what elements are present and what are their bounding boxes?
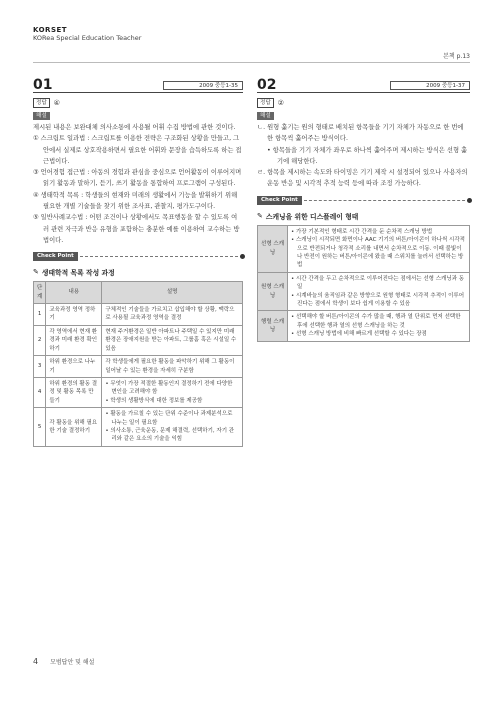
type-cell: 원형 스캐닝 bbox=[258, 272, 288, 311]
brand-title: KORSET bbox=[33, 26, 68, 34]
explanation-item: ③ 언어경험 접근법 : 아동의 경험과 관심을 중심으로 언어활동이 이루어지며 읽기 활동과 말하기, 듣기, 쓰기 활동을 통합하여 프로그램이 구성된다. bbox=[33, 169, 242, 188]
table-row bbox=[34, 408, 243, 447]
desc-cell bbox=[288, 311, 470, 341]
table-row bbox=[258, 311, 470, 341]
question-header bbox=[257, 76, 470, 93]
explanation-item: ⑤ 일반사례교수법 : 어떤 조건이나 상황에서도 목표행동을 할 수 있도록 여러 관련 자극과 반응 유형을 포함하는 충분한 예를 이용하여 교수하는 방법이다. bbox=[33, 214, 240, 244]
answer-label: 정답 bbox=[257, 98, 274, 108]
column-header: 설명 bbox=[102, 282, 243, 304]
table-row bbox=[258, 225, 470, 272]
content-cell: 각 활동을 위해 필요한 기술 결정하기 bbox=[46, 408, 102, 447]
desc-bullet: • 선택해야 할 버튼/아이콘의 수가 많을 때, 행과 열 단위로 먼저 선택한 후에 선택한 행과 열의 선형 스캐닝을 하는 것 bbox=[291, 314, 461, 329]
check-point bbox=[33, 252, 243, 261]
pencil-icon: ✎ bbox=[33, 268, 39, 277]
desc-cell: 현재 주거환경은 일반 아파트나 주택일 수 있지만 미래 환경은 장애지원을 받는 아파트, 그룹홈 혹은 시설일 수 있음 bbox=[102, 325, 243, 355]
answer-label: 정답 bbox=[33, 98, 50, 108]
answer-line bbox=[33, 98, 243, 108]
question-number: 02 bbox=[257, 77, 277, 93]
page-footer bbox=[33, 657, 94, 666]
type-cell: 선형 스캐닝 bbox=[258, 225, 288, 272]
desc-cell bbox=[102, 408, 243, 447]
question-02 bbox=[257, 76, 470, 342]
explanation-label: 해설 bbox=[33, 112, 50, 120]
step-cell: 2 bbox=[34, 325, 46, 355]
check-point-line bbox=[304, 200, 470, 201]
step-cell: 1 bbox=[34, 304, 46, 326]
desc-bullet: • 의사소통, 근육운동, 문제 해결력, 선택하기, 자기 관리와 같은 요소의 기술을 익힘 bbox=[105, 427, 235, 443]
explanation-item: ㄹ. 항목을 제시하는 속도와 타이밍은 기기 제작 시 설정되어 있으나 사용자의 운동 반응 및 시각적 추적 능력 등에 따라 조정 가능하다. bbox=[257, 169, 468, 188]
desc-bullet: • 시간 간격을 두고 순차적으로 이루어진다는 점에서는 선형 스캐닝과 동일 bbox=[291, 275, 465, 291]
answer-line bbox=[257, 98, 470, 108]
table-row bbox=[34, 304, 243, 326]
question-tag: 2009 중등1-37 bbox=[390, 81, 470, 90]
brand bbox=[33, 26, 141, 42]
explanation-item: ① 스크립트 일과법 : 스크립트를 이용한 전략은 구조화된 상황을 만들고, 그 안에서 실제로 상호작용하면서 필요한 어휘와 문장을 습득하도록 하는 접근법이다. bbox=[33, 135, 242, 165]
footer-section: 모범답안 및 해설 bbox=[50, 659, 95, 666]
desc-bullet: • 학생의 생활방식에 대한 정보를 제공함 bbox=[105, 397, 203, 404]
step-cell: 5 bbox=[34, 408, 46, 447]
column-header: 내용 bbox=[46, 282, 102, 304]
desc-bullet: • 시계바늘의 움직임과 같은 방향으로 원형 형태로 시각적 추적이 이루어진다는 점에서 학생이 보다 쉽게 이용할 수 있음 bbox=[291, 292, 465, 308]
step-cell: 3 bbox=[34, 356, 46, 378]
table-title bbox=[33, 267, 243, 277]
page-number: 4 bbox=[33, 657, 39, 666]
table-title-text: 스캐닝을 위한 디스플레이 형태 bbox=[265, 212, 359, 221]
page-reference: 본책 p.13 bbox=[443, 53, 470, 60]
step-cell: 4 bbox=[34, 377, 46, 407]
table-title-text: 생태학적 목록 작성 과정 bbox=[41, 269, 115, 278]
question-tag: 2009 중등1-35 bbox=[163, 81, 243, 90]
column-header: 단계 bbox=[34, 282, 46, 304]
ecological-inventory-table bbox=[33, 281, 243, 447]
desc-bullet: • 가장 기본적인 형태로 시간 간격을 둔 순차적 스캐닝 방법 bbox=[291, 228, 433, 235]
answer-value: ② bbox=[277, 99, 284, 107]
table-header-row bbox=[34, 282, 243, 304]
desc-cell: 각 학생들에게 필요한 활동을 파악하기 위해 그 활동이 일어날 수 있는 환경을 자세히 구분함 bbox=[102, 356, 243, 378]
content-cell: 하위 환경의 활동 결정 및 활동 목록 만들기 bbox=[46, 377, 102, 407]
desc-cell bbox=[288, 272, 470, 311]
content-cell: 교육과정 영역 정하기 bbox=[46, 304, 102, 326]
brand-subtitle: KORea Special Education Teacher bbox=[33, 34, 142, 42]
check-point-line bbox=[80, 256, 243, 257]
table-row bbox=[34, 356, 243, 378]
content-cell: 하위 환경으로 나누기 bbox=[46, 356, 102, 378]
desc-bullet: • 선형 스캐닝 방법에 비해 빠르게 선택할 수 있다는 장점 bbox=[291, 331, 427, 338]
table-title bbox=[257, 211, 470, 221]
header-divider bbox=[33, 62, 470, 63]
check-point-badge: Check Point bbox=[257, 196, 302, 205]
desc-bullet: • 무엇이 가장 적절한 활동인지 결정하기 전에 다양한 변인을 고려해야 함 bbox=[105, 380, 233, 396]
answer-value: ④ bbox=[53, 99, 60, 107]
desc-bullet: • 스캐닝이 시작되면 화면이나 AAC 기기의 버튼/아이콘이 하나씩 시각적으로 반전되거나 청각적 소리를 내면서 순차적으로 이동. 이때 불빛이나 반전이 원하는 버튼/아이콘에 왔을 때 스위치를 눌러서 선택하는 방법 bbox=[291, 237, 465, 269]
explanation-bullet: • 항목들을 기기 자체가 좌우로 하나씩 훑어주며 제시하는 방식은 선형 훑기에 해당한다. bbox=[267, 146, 468, 165]
check-point bbox=[257, 196, 470, 205]
desc-bullet: • 활동을 가르칠 수 있는 단위 수준이나 과제분석으로 나누는 일이 필요함 bbox=[105, 411, 233, 426]
check-point-badge: Check Point bbox=[33, 252, 78, 261]
explanation-item: ④ 생태학적 목록 : 학생들의 현재와 미래의 생활에서 기능을 발휘하기 위해 필요한 개별 기술들을 찾기 위한 조사표, 관찰지, 평가도구이다. bbox=[33, 191, 238, 211]
question-number: 01 bbox=[33, 77, 53, 93]
question-01 bbox=[33, 76, 243, 447]
explanation-item: ㄴ. 원형 훑기는 원의 형태로 배치된 항목들을 기기 자체가 자동으로 한 번에 한 항목씩 훑어주는 방식이다. bbox=[257, 124, 464, 143]
scanning-display-table bbox=[257, 225, 470, 342]
question-header bbox=[33, 76, 243, 93]
desc-cell bbox=[102, 377, 243, 407]
table-row bbox=[34, 377, 243, 407]
pencil-icon: ✎ bbox=[257, 211, 263, 220]
table-row bbox=[258, 272, 470, 311]
type-cell: 행렬 스캐닝 bbox=[258, 311, 288, 341]
explanation-label: 해설 bbox=[257, 112, 274, 120]
explanation-intro: 제시된 내용은 보완대체 의사소통에 사용될 어휘 수집 방법에 관한 것이다. bbox=[33, 124, 236, 131]
desc-cell: 구체적인 기술들을 가르치고 삽입해야 할 상황, 맥락으로 사용될 교육과정 영역을 결정 bbox=[102, 304, 243, 326]
table-row bbox=[34, 325, 243, 355]
content-cell: 각 영역에서 현재 환경과 미래 환경 확인하기 bbox=[46, 325, 102, 355]
desc-cell bbox=[288, 225, 470, 272]
